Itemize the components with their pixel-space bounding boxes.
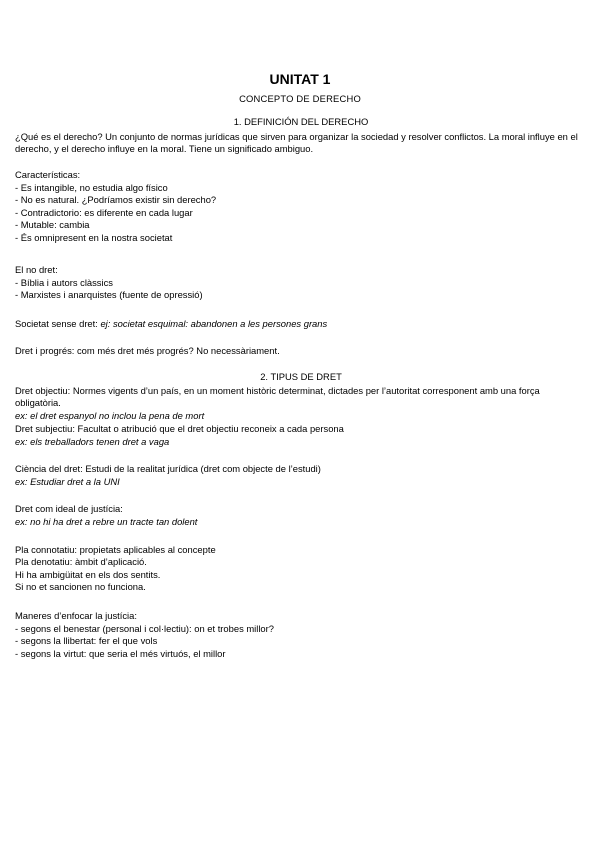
ideal-example: ex: no hi ha dret a rebre un tracte tan dolent: [15, 516, 198, 527]
list-item: - És omnipresent en la nostra societat: [15, 231, 173, 243]
list-item: - Marxistes i anarquistes (fuente de opressió): [15, 289, 203, 301]
list-item: Pla connotatiu: propietats aplicables al concepte: [15, 544, 216, 555]
list-item: - Es intangible, no estudia algo físico: [15, 182, 168, 193]
caracteristicas-label: Características:: [15, 169, 81, 180]
dret-subjectiu: Dret subjectiu: Facultat o atribució que el dret objectiu reconeix a cada persona: [15, 423, 344, 434]
list-item: Hi ha ambigüitat en els dos sentits.: [15, 568, 161, 580]
list-item: - segons el benestar (personal i col·lectiu): on et trobes millor?: [15, 623, 274, 634]
maneres-list: [15, 623, 587, 660]
pla-lines: [15, 544, 587, 594]
list-item: - Mutable: cambia: [15, 219, 90, 231]
section-heading-tipus: 2. TIPUS DE DRET: [260, 371, 342, 382]
list-item: Si no et sancionen no funciona.: [15, 581, 146, 593]
page-subtitle: CONCEPTO DE DERECHO: [239, 93, 361, 104]
societat-sense-dret: [15, 318, 587, 330]
maneres-label: Maneres d’enfocar la justícia:: [15, 610, 137, 621]
societat-example: ej: societat esquimal: abandonen a les persones grans: [100, 318, 328, 329]
page-title: UNITAT 1: [269, 71, 331, 87]
caracteristicas-list: [15, 182, 587, 244]
list-item: - No es natural. ¿Podríamos existir sin derecho?: [15, 194, 217, 206]
list-item: - segons la virtut: que seria el més virtuós, el millor: [15, 647, 226, 659]
dret-objectiu: Dret objectiu: Normes vigents d’un país, en un moment històric determinat, dictades per l’autoritat corresponent amb una força obligatòria.: [15, 385, 540, 409]
list-item: - Bíblia i autors clàssics: [15, 277, 113, 288]
societat-label: Societat sense dret:: [15, 318, 101, 329]
list-item: - Contradictorio: es diferente en cada lugar: [15, 206, 193, 218]
objectiu-example: ex: el dret espanyol no inclou la pena de mort: [15, 410, 205, 421]
no-dret-label: El no dret:: [15, 264, 58, 275]
intro-paragraph: ¿Qué es el derecho? Un conjunto de normas jurídicas que sirven para organizar la sociedad y resolver conflictos. La moral influye en el derecho, y el derecho influye en la moral. Tiene un significado ambiguo.: [15, 131, 578, 155]
list-item: Pla denotatiu: àmbit d’aplicació.: [15, 556, 147, 568]
ciencia-del-dret: Ciència del dret: Estudi de la realitat jurídica (dret com objecte de l’estudi): [15, 463, 321, 474]
ciencia-example: ex: Estudiar dret a la UNI: [15, 476, 120, 487]
ideal-justicia-label: Dret com ideal de justícia:: [15, 503, 123, 514]
subjectiu-example: ex: els treballadors tenen dret a vaga: [15, 436, 170, 447]
dret-progres: Dret i progrés: com més dret més progrés? No necessàriament.: [15, 345, 280, 356]
no-dret-list: [15, 277, 587, 302]
list-item: - segons la llibertat: fer el que vols: [15, 635, 158, 647]
section-heading-definicion: 1. DEFINICIÓN DEL DERECHO: [233, 116, 369, 127]
